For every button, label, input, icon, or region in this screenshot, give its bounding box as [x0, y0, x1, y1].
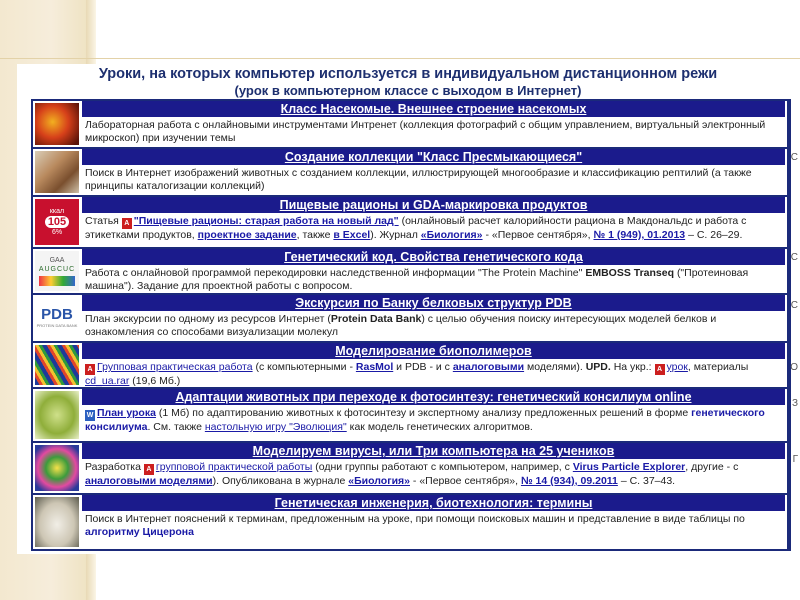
codon-sequence: AUGCUC: [38, 266, 76, 273]
food-label-kcal: ккал: [49, 207, 65, 215]
lesson-description: Разработка A групповой практической работы (одни группы работают с компьютером, например, с Virus Particle Explorer, другие - с аналоговыми моделями). Опубликована в журнале «Биология» - «Первое сентября», № 14 (934), 09.2011 – С. 37–43.: [85, 461, 739, 487]
pdb-logo-text: PDB: [41, 306, 73, 323]
lesson-title-link[interactable]: Класс Насекомые. Внешнее строение насекомых: [82, 101, 785, 117]
page-title: Уроки, на которых компьютер используется в индивидуальном дистанционном режи: [98, 66, 718, 82]
emboss-transeq-name: EMBOSS Transeq: [585, 267, 675, 279]
cicero-algorithm-text: алгоритму Цицерона: [85, 526, 194, 538]
virus-particle-explorer-link[interactable]: Virus Particle Explorer: [572, 461, 686, 473]
lesson-title-link[interactable]: Моделируем вирусы, или Три компьютера на 25 учеников: [82, 443, 785, 459]
table-row: [33, 101, 787, 147]
lessons-table: [31, 99, 791, 551]
lesson-title-link[interactable]: Моделирование биополимеров: [82, 343, 785, 359]
pdf-icon: A: [144, 464, 154, 475]
page-header: [23, 66, 793, 99]
analog-models-link[interactable]: аналоговыми: [452, 361, 525, 373]
lesson-description: Работа с онлайновой программой перекодировки наследственной информации "The Protein Machine" EMBOSS Transeq ("Протеиновая машина"). Задание для проектной работы с вопросом.: [85, 267, 749, 292]
biopolymer-thumbnail[interactable]: [35, 345, 79, 385]
codon-wheel-strip: [39, 276, 75, 286]
pdf-icon: A: [122, 218, 132, 229]
page-subtitle: (урок в компьютерном классе с выходом в Интернет): [234, 83, 582, 98]
lesson-title-link[interactable]: Генетическая инженерия, биотехнология: термины: [82, 495, 785, 511]
issue-link[interactable]: № 14 (934), 09.2011: [520, 475, 618, 487]
clipped-side-mark: С: [790, 152, 798, 163]
table-row: [33, 149, 787, 195]
evolution-game-link[interactable]: настольную игру "Эволюция": [204, 421, 347, 433]
group-work-link[interactable]: Групповая практическая работа: [97, 361, 253, 373]
insect-thumbnail[interactable]: [35, 103, 79, 145]
pdf-icon: A: [85, 364, 95, 375]
lesson-ua-link[interactable]: урок: [666, 361, 688, 373]
lesson-description: Статья A "Пищевые рационы: старая работа на новый лад" (онлайновый расчет калорийности рациона в Макдональдс и работа с этикетками продуктов, проектное задание, также в Excel). Журнал «Биология» - «Первое сентября», № 1 (949), 01.2013 – С. 26–29.: [85, 215, 747, 241]
lesson-description: План экскурсии по одному из ресурсов Интернет (Protein Data Bank) с целью обучения поиску интересующих моделей белков и ознакомления со способами визуализации молекул: [85, 313, 717, 338]
lesson-title-link[interactable]: Генетический код. Свойства генетического кода: [82, 249, 785, 265]
reptile-thumbnail[interactable]: [35, 151, 79, 193]
clipped-side-mark: С: [790, 252, 798, 263]
journal-link[interactable]: «Биология»: [420, 229, 483, 241]
analog-models-link[interactable]: аналоговыми моделями: [85, 475, 213, 487]
table-row: [33, 197, 787, 247]
table-row: [33, 495, 787, 549]
food-label-thumbnail[interactable]: [35, 199, 79, 245]
table-row: [33, 343, 787, 387]
lesson-description: A Групповая практическая работа (с компьютерными - RasMol и PDB - и с аналоговыми моделями). UPD. На укр.: A урок, материалы cd_ua.rar (19,6 Мб.): [85, 361, 749, 387]
clipped-side-mark: З: [791, 398, 798, 409]
sheep-thumbnail[interactable]: [35, 497, 79, 547]
group-work-link[interactable]: групповой практической работы: [155, 461, 313, 473]
clipped-side-mark: С: [790, 300, 798, 311]
food-label-value: 105: [45, 216, 69, 228]
lesson-description: Лабораторная работа с онлайновыми инструментами Интренет (коллекция фотографий с общим управлением, виртуальный электронный микроскоп) при изучении темы: [85, 119, 766, 144]
lesson-description: Поиск в Интернет пояснений к терминам, предложенным на уроке, при помощи поисковых машин и представление в виде таблицы по алгоритму Цицерона: [85, 513, 745, 538]
rasmol-link[interactable]: RasMol: [355, 361, 394, 373]
lesson-title-link[interactable]: Экскурсия по Банку белковых структур PDB: [82, 295, 785, 311]
lesson-title-link[interactable]: Пищевые рационы и GDA-маркировка продуктов: [82, 197, 785, 213]
genetic-code-thumbnail[interactable]: [35, 251, 79, 291]
clipped-side-mark: О: [790, 362, 798, 373]
word-doc-icon: W: [86, 412, 94, 419]
cell-thumbnail[interactable]: [35, 391, 79, 439]
lesson-plan-link[interactable]: План урока: [97, 407, 156, 419]
clipped-side-mark: Г: [792, 454, 798, 465]
pdb-logo[interactable]: [35, 297, 79, 339]
excel-link[interactable]: в Excel: [333, 229, 371, 241]
article-link[interactable]: "Пищевые рационы: старая работа на новый лад": [133, 215, 399, 227]
pdf-icon: A: [655, 364, 665, 375]
codon-text: GAA: [49, 257, 65, 264]
journal-link[interactable]: «Биология»: [348, 475, 410, 487]
table-row: [33, 389, 787, 441]
food-label-percent: 6%: [51, 228, 63, 236]
table-row: [33, 295, 787, 341]
table-row: [33, 443, 787, 493]
archive-link[interactable]: cd_ua.rar: [85, 375, 130, 387]
lesson-description: Поиск в Интернет изображений животных с созданием коллекции, иллюстрирующей многообразие и классификацию рептилий (а также принципы каталогизации коллекций): [85, 167, 752, 192]
lesson-title-link[interactable]: Адаптации животных при переходе к фотосинтезу: генетический консилиум online: [82, 389, 785, 405]
virus-thumbnail[interactable]: [35, 445, 79, 491]
slide-top-band: [0, 0, 800, 62]
lesson-title-link[interactable]: Создание коллекции "Класс Пресмыкающиеся": [82, 149, 785, 165]
issue-link[interactable]: № 1 (949), 01.2013: [593, 229, 686, 241]
protein-data-bank-name: Protein Data Bank: [330, 313, 422, 325]
table-row: [33, 249, 787, 293]
pdb-logo-subtitle: PROTEIN DATA BANK: [36, 323, 78, 328]
lesson-description: W План урока (1 Мб) по адаптированию животных к фотосинтезу и экспертному анализу предложенных решений в форме генетического консилиума. См. также настольную игру "Эволюция" как модель генетических алгоритмов.: [85, 407, 765, 433]
slide-top-rule: [0, 58, 800, 59]
project-task-link[interactable]: проектное задание: [197, 229, 297, 241]
